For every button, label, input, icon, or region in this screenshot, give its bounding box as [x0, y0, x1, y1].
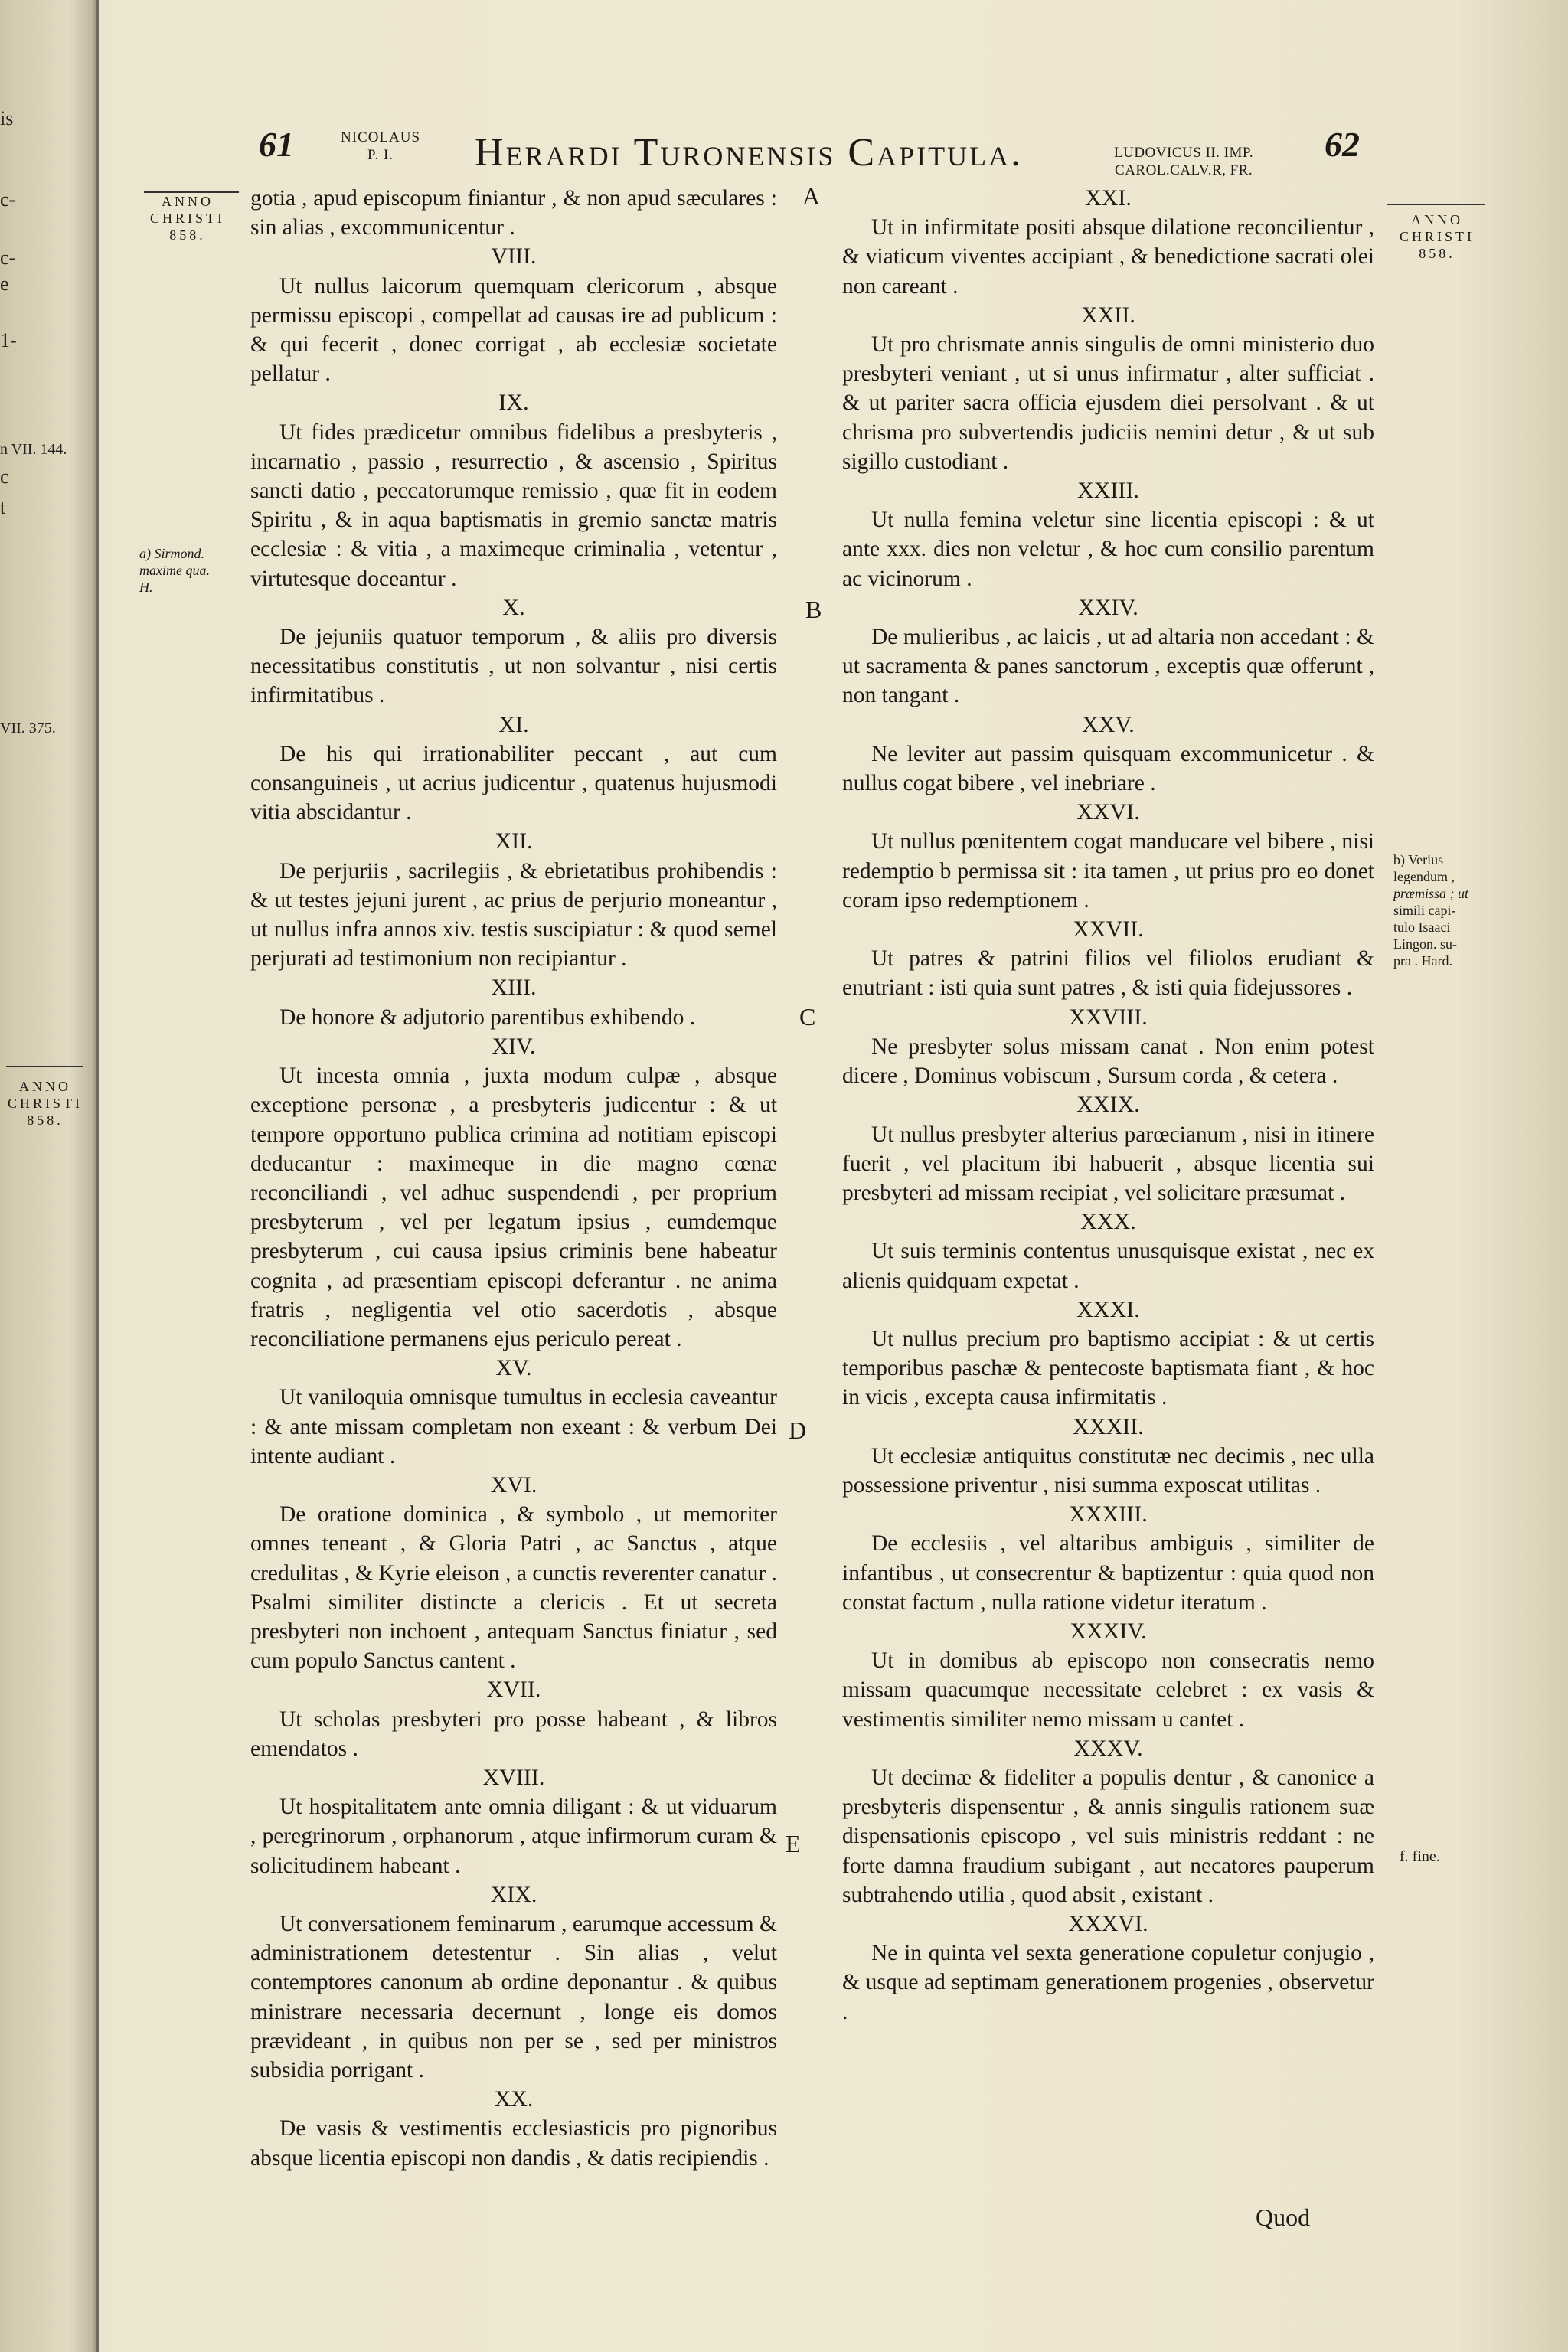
chapter-text: Ne in quinta vel sexta generatione copuletur conjugio , & usque ad septimam generationem progenies , observetur .: [842, 1941, 1374, 2024]
gutter-text: VII. 375.: [0, 720, 56, 737]
chapter-number: XXIII.: [1077, 478, 1139, 504]
margin-anno-top: [138, 193, 237, 243]
chapter-text: De jejuniis quatuor temporum , & aliis pro diversis necessitatibus constitutis , ut non solvantur , nisi certis infirmitatibus .: [250, 625, 777, 708]
running-head-line: LUDOVICUS II. IMP.: [1114, 145, 1254, 161]
text-column-right: [842, 184, 1374, 2027]
chapter-number: XV.: [495, 1355, 532, 1381]
anno-line: CHRISTI: [7, 1096, 83, 1111]
note-line: b) Verius: [1393, 852, 1444, 867]
chapter-text: De ecclesiis , vel altaribus ambiguis , similiter de infantibus , ut consecrentur & baptizentur : quia quod non constat factum , nulla ratione videtur iteratum .: [842, 1531, 1374, 1615]
chapter-number: XXXV.: [1073, 1735, 1143, 1761]
chapter-number: XXXIV.: [1070, 1618, 1147, 1644]
text-column-left: [250, 184, 777, 2173]
chapter-number: XXVIII.: [1069, 1004, 1148, 1030]
running-head-line: CAROL.CALV.R, FR.: [1115, 162, 1253, 178]
chapter-number: XVII.: [486, 1677, 541, 1703]
section-letter: E: [786, 1830, 801, 1857]
chapter: [250, 242, 777, 388]
page-number-left: 61: [259, 125, 294, 164]
gutter-text: 1-: [0, 329, 17, 351]
chapter: [842, 1003, 1374, 1091]
chapter-text: De mulieribus , ac laicis , ut ad altaria non accedant : & ut sacramenta & panes sanctorum , exceptis quæ offerunt , non tangant .: [842, 625, 1374, 708]
chapter: [842, 798, 1374, 915]
gutter-text: n VII. 144.: [0, 441, 67, 458]
chapter: [842, 1090, 1374, 1207]
note-line: præmissa ; ut: [1393, 886, 1469, 901]
anno-line: CHRISTI: [149, 211, 225, 226]
chapter-text: Ut nullus precium pro baptismo accipiat : & ut certis temporibus paschæ & pentecoste baptismata fiant , & hoc in vicis , excepta causa infirmitatis .: [842, 1326, 1374, 1410]
margin-rule: [6, 1066, 83, 1067]
chapter: [250, 1354, 777, 1471]
chapter: [842, 1207, 1374, 1295]
chapter: [250, 388, 777, 593]
margin-note-f: f. fine.: [1400, 1848, 1440, 1865]
chapter: [842, 184, 1374, 301]
note-line: maxime qua.: [139, 563, 210, 578]
page-number-right: 62: [1325, 125, 1360, 164]
binding-gutter: [0, 0, 98, 2352]
note-line: legendum ,: [1393, 869, 1455, 884]
chapter-text: Ut hospitalitatem ante omnia diligant : & ut viduarum , peregrinorum , orphanorum , atque infirmorum curam & solicitudinem habeant .: [250, 1795, 777, 1878]
chapter-text: De honore & adjutorio parentibus exhibendo .: [279, 1004, 696, 1030]
chapter: [842, 301, 1374, 476]
running-head-line: P. I.: [368, 147, 394, 163]
chapter-text: Ut nullus laicorum quemquam clericorum , absque permissu episcopi , compellat ad causas ire ad publicum : & qui fecerit , donec corrigat , ab ecclesiæ societate pellatur .: [250, 273, 777, 387]
note-line: tulo Isaaci: [1393, 920, 1451, 935]
chapter: [842, 915, 1374, 1003]
anno-line: 858.: [1419, 246, 1455, 261]
chapter-number: XXXVI.: [1068, 1910, 1148, 1936]
chapter-number: XXX.: [1080, 1209, 1136, 1235]
chapter-number: XIV.: [492, 1033, 536, 1059]
note-line: Lingon. su-: [1393, 936, 1457, 952]
chapter-text: Ut incesta omnia , juxta modum culpæ , absque exceptione personæ , a presbyteris judicentur : & ut tempore opportuno publica crimina ad notitiam episcopi deducantur : maximeque in die magno cœnæ reconciliandi , vel adhuc suspendendi , per proprium presbyterum , vel per legatum ipsius , eumdemque presbyterum , cui causa ipsius criminis bene habeatur cognita , ad præsentiam episcopi deferantur . ne anima fratris , negligentia vel otio sacerdotis , absque reconciliatione permanens ejus periculo pereat .: [250, 1063, 777, 1351]
chapter-text: Ne presbyter solus missam canat . Non enim potest dicere , Dominus vobiscum , Sursum corda , & cetera .: [842, 1034, 1374, 1089]
chapter: [842, 1413, 1374, 1501]
chapter-text: Ne leviter aut passim quisquam excommunicetur . & nullus cogat bibere , vel inebriare .: [842, 741, 1374, 796]
margin-rule: [1387, 204, 1485, 205]
margin-anno-right: [1387, 211, 1487, 262]
gutter-text: is: [0, 107, 14, 129]
anno-line: ANNO: [1411, 212, 1463, 227]
chapter: [250, 1880, 777, 2085]
chapter-text: Ut conversationem feminarum , earumque accessum & administrationem detestentur . Sin alias , velut contemptores canonum ab ordine deponantur . & quibus ministrare necessaria decernunt , longe eis domos prævideant , in quibus non per se , sed per ministros subsidia porrigant .: [250, 1911, 777, 2082]
chapter: [842, 710, 1374, 799]
gutter-shadow: [96, 0, 99, 2352]
gutter-text: t: [0, 496, 6, 518]
chapter-text: Ut suis terminis contentus unusquisque existat , nec ex alienis quidquam expetat .: [842, 1239, 1374, 1293]
anno-line: 858.: [169, 227, 206, 243]
chapter-text: De oratione dominica , & symbolo , ut memoriter omnes teneant , & Gloria Patri , ac Sanctus , atque credulitas , & Kyrie eleison , a cunctis reverenter canatur . Psalmi similiter distincte a clericis . Et ut secreta presbyteri non inchoent , antequam Sanctus finiatur , sed cum populo Sanctus cantent .: [250, 1502, 777, 1674]
chapter: [842, 1295, 1374, 1413]
chapter-text: Ut ecclesiæ antiquitus constitutæ nec decimis , nec ulla possessione priventur , nisi summa exposcat utilitas .: [842, 1443, 1374, 1498]
note-line: simili capi-: [1393, 903, 1456, 918]
section-letter: B: [805, 596, 822, 623]
chapter-number: XXI.: [1085, 185, 1132, 211]
anno-line: ANNO: [19, 1079, 71, 1094]
chapter-text: Ut nullus pœnitentem cogat manducare vel bibere , nisi redemptio b permissa sit : ita tamen , ut prius pro eo donet coram ipso redemptionem .: [842, 829, 1374, 913]
chapter-text: Ut in infirmitate positi absque dilatione reconcilientur , & viaticum viventes accipiant , & benedictione sacrati olei non careant .: [842, 215, 1374, 299]
chapter-text: gotia , apud episcopum finiantur , & non apud sæculares : sin alias , excommunicentur .: [250, 186, 777, 240]
chapter-text: Ut in domibus ab episcopo non consecratis nemo missam quacumque necessitate celebret : ex vasis & vestimentis similiter nemo missam u cantet .: [842, 1648, 1374, 1732]
chapter-text: Ut decimæ & fideliter a populis dentur , & canonice a presbyteris dispensentur , & annis singulis rationem suæ dispensationis episcopo , vel suis ministris reddant : ne forte damna fraudium subigant , aut necatores pauperum subtrahendo utilia , quod absit , existant .: [842, 1765, 1374, 1907]
chapter: [842, 1500, 1374, 1617]
anno-line: ANNO: [162, 194, 214, 209]
chapter-text: Ut patres & patrini filios vel filiolos erudiant & enutriant : isti quia sunt patres , & isti quia fidejussores .: [842, 946, 1374, 1001]
margin-anno-bottom: [3, 1078, 87, 1129]
section-letter: D: [789, 1416, 807, 1444]
chapter: [250, 1763, 777, 1880]
chapter-text: Ut fides prædicetur omnibus fidelibus a presbyteris , incarnatio , passio , resurrectio , & ascensio , Spiritus sancti datio , peccatorumque remissio , quæ fit in eodem Spiritu , & in aqua baptismatis in gremio sanctæ matris ecclesiæ : & vitia , a maximeque criminalia , vetentur , virtutesque doceantur .: [250, 420, 777, 591]
chapter: [842, 1734, 1374, 1909]
margin-note-b: [1393, 851, 1508, 969]
chapter: [250, 710, 777, 828]
chapter-number: XIX.: [490, 1881, 537, 1907]
chapter-number: XII.: [495, 828, 533, 854]
chapter-number: IX.: [498, 390, 529, 416]
gutter-text: e: [0, 273, 9, 295]
chapter-number: XXIX.: [1076, 1092, 1140, 1118]
gutter-text: c-: [0, 188, 16, 211]
chapter-number: XVI.: [490, 1472, 537, 1498]
running-head-line: NICOLAUS: [341, 129, 421, 145]
section-letter: C: [799, 1003, 816, 1031]
note-line: pra . Hard.: [1393, 953, 1452, 969]
gutter-text: c-: [0, 247, 16, 269]
chapter: [250, 2085, 777, 2173]
chapter-number: XVIII.: [482, 1764, 545, 1790]
chapter-number: XIII.: [491, 975, 537, 1001]
running-title: Herardi Turonensis Capitula.: [475, 131, 1024, 175]
chapter: [250, 1032, 777, 1354]
chapter-number: XXXIII.: [1069, 1501, 1148, 1527]
chapter-number: XXII.: [1081, 302, 1135, 328]
chapter: [842, 1617, 1374, 1734]
page-header: [0, 115, 1568, 184]
catchword: Quod: [1256, 2203, 1311, 2231]
chapter: [250, 1675, 777, 1763]
chapter-text: Ut pro chrismate annis singulis de omni ministerio duo presbyteri veniant , ut si unus infirmatur , alter sufficiat . & ut pariter sacra officia ejusdem diei persolvant . & ut chrisma pro subvertendis judiciis nemini detur , & ut sub sigillo custodiant .: [842, 332, 1374, 474]
section-letter: A: [802, 182, 821, 210]
running-head-left: [341, 129, 420, 164]
chapter: [842, 593, 1374, 710]
chapter-number: XXVI.: [1076, 799, 1140, 825]
chapter-number: XXIV.: [1078, 594, 1138, 620]
gutter-text: c: [0, 466, 9, 488]
anno-line: 858.: [27, 1112, 64, 1128]
chapter: [250, 593, 777, 710]
chapter: [842, 1909, 1374, 2027]
chapter: [250, 184, 777, 242]
chapter-number: X.: [502, 594, 525, 620]
chapter-text: Ut scholas presbyteri pro posse habeant , & libros emendatos .: [250, 1707, 777, 1761]
chapter: [250, 973, 777, 1031]
chapter-text: De vasis & vestimentis ecclesiasticis pro pignoribus absque licentia episcopi non dandis , & datis recipiendis .: [250, 2116, 777, 2171]
chapter-number: XX.: [494, 2086, 534, 2112]
chapter: [842, 476, 1374, 593]
running-head-right: [1114, 144, 1253, 179]
margin-note-a: [139, 545, 210, 596]
note-line: a) Sirmond.: [139, 546, 204, 561]
chapter-text: Ut nulla femina veletur sine licentia episcopi : & ut ante xxx. dies non veletur , & hoc cum consilio parentum ac vicinorum .: [842, 508, 1374, 591]
chapter: [250, 827, 777, 973]
chapter-number: XI.: [498, 711, 529, 737]
anno-line: CHRISTI: [1399, 229, 1475, 244]
chapter-text: Ut vaniloquia omnisque tumultus in ecclesia caveantur : & ante missam completam non exeant : & verbum Dei intente audiant .: [250, 1385, 777, 1468]
chapter-text: De perjuriis , sacrilegiis , & ebrietatibus prohibendis : & ut testes jejuni jurent , ac prius de perjurio moneantur , ut nullus infra annos xiv. testis suscipiatur : & quod semel perjurati ad testimonium non recipiantur .: [250, 858, 777, 972]
chapter-number: XXV.: [1082, 711, 1135, 737]
note-line: H.: [139, 580, 153, 595]
chapter-text: Ut nullus presbyter alterius parœcianum , nisi in itinere fuerit , vel placitum ibi habuerit , absque licentia sui presbyteri ad missam recipiat , vel solicitare præsumat .: [842, 1122, 1374, 1205]
chapter-number: VIII.: [491, 243, 537, 270]
chapter-text: De his qui irrationabiliter peccant , aut cum consanguineis , ut acrius judicentur , quatenus hujusmodi vitia abscidantur .: [250, 741, 777, 825]
chapter: [250, 1471, 777, 1675]
chapter-number: XXXI.: [1076, 1296, 1140, 1322]
chapter-number: XXXII.: [1073, 1413, 1144, 1439]
chapter-number: XXVII.: [1073, 916, 1144, 942]
